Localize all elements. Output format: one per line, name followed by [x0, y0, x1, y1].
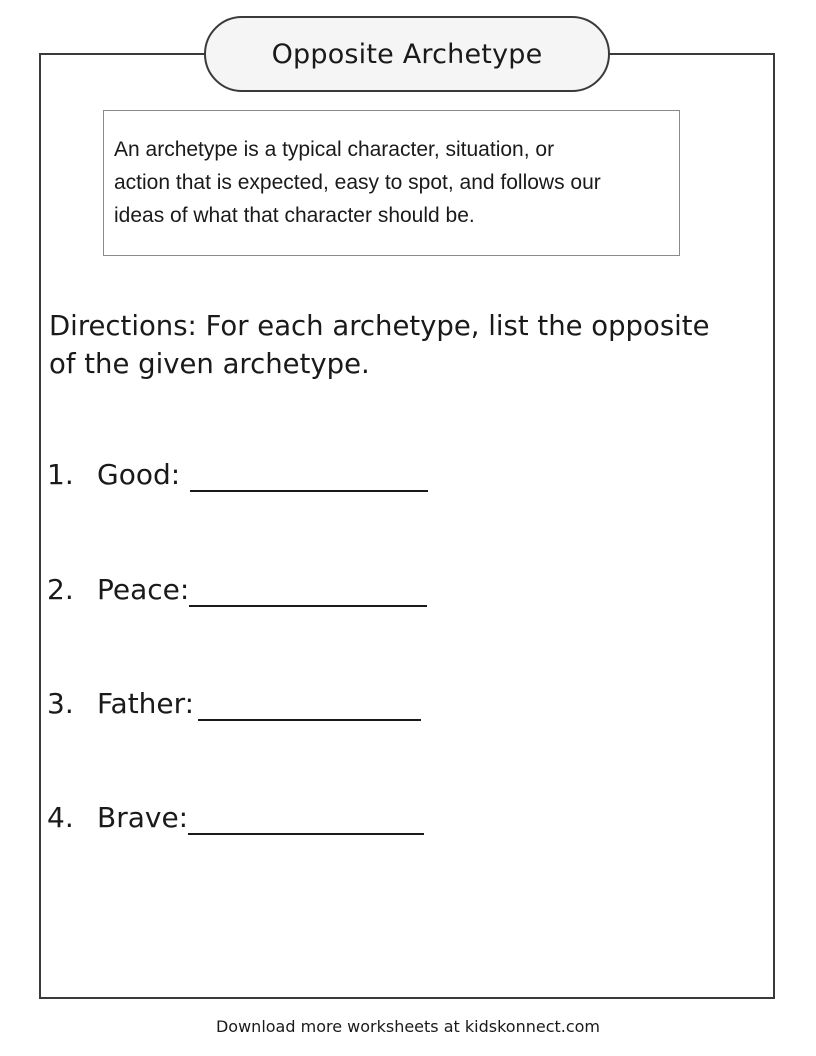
answer-line[interactable] — [198, 719, 421, 721]
directions-text — [49, 307, 769, 383]
directions-line: Directions: For each archetype, list the opposite — [49, 310, 710, 342]
answer-line[interactable] — [190, 490, 428, 492]
question-word: Good: — [97, 458, 181, 491]
directions-line: of the given archetype. — [49, 348, 370, 380]
question-number: 3. — [47, 687, 74, 720]
definition-line: action that is expected, easy to spot, and follows our — [114, 171, 601, 194]
question-number: 1. — [47, 458, 74, 491]
title-banner — [204, 16, 610, 92]
definition-box — [103, 110, 680, 256]
answer-line[interactable] — [189, 605, 427, 607]
answer-line[interactable] — [188, 833, 424, 835]
question-word: Brave: — [97, 801, 189, 834]
definition-text — [114, 133, 669, 232]
question-number: 4. — [47, 801, 74, 834]
page-title: Opposite Archetype — [271, 38, 543, 70]
question-number: 2. — [47, 573, 74, 606]
question-word: Peace: — [97, 573, 190, 606]
footer-text: Download more worksheets at kidskonnect.com — [215, 1017, 601, 1036]
definition-line: ideas of what that character should be. — [114, 204, 475, 227]
question-item — [47, 687, 194, 720]
question-word: Father: — [97, 687, 195, 720]
question-item — [47, 573, 189, 606]
question-item — [47, 801, 188, 834]
definition-line: An archetype is a typical character, situation, or — [114, 138, 555, 161]
question-item — [47, 458, 180, 491]
